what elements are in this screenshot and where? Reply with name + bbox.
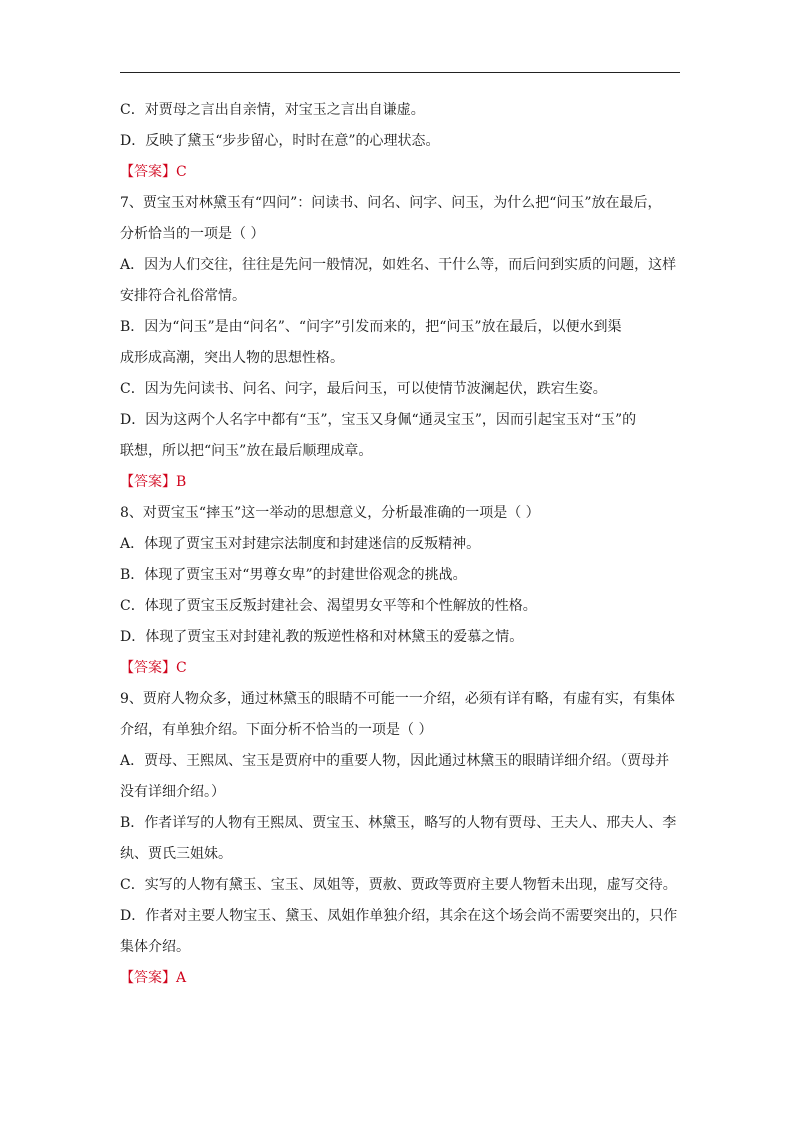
answer-label: 【答案】 (120, 660, 176, 676)
answer-line (120, 963, 690, 994)
option-line: A．体现了贾宝玉对封建宗法制度和封建迷信的反叛精神。 (120, 536, 481, 552)
answer-line (120, 653, 690, 684)
option-line: 没有详细介绍。） (120, 784, 225, 800)
option-line: 成形成高潮，突出人物的思想性格。 (120, 350, 344, 366)
option-line: B．因为“问玉”是由“问名”、“问字”引发而来的，把“问玉”放在最后，以便水到渠 (120, 319, 622, 335)
question-line: 7、贾宝玉对林黛玉有“四问”：问读书、问名、问字、问玉，为什么把“问玉”放在最后， (120, 195, 662, 211)
header-rule (120, 72, 680, 73)
document-body (120, 95, 690, 994)
option-line: C．对贾母之言出自亲情，对宝玉之言出自谦虚。 (120, 102, 425, 118)
option-line: 安排符合礼俗常情。 (120, 288, 246, 304)
option-line: 集体介绍。 (120, 939, 190, 955)
answer-value: B (176, 474, 187, 490)
answer-line (120, 157, 690, 188)
answer-value: C (176, 660, 187, 676)
option-line: D．体现了贾宝玉对封建礼教的叛逆性格和对林黛玉的爱慕之情。 (120, 629, 524, 645)
answer-label: 【答案】 (120, 970, 176, 986)
option-line: C．体现了贾宝玉反叛封建社会、渴望男女平等和个性解放的性格。 (120, 598, 537, 614)
option-line: A．因为人们交往，往往是先问一般情况，如姓名、干什么等，而后问到实质的问题，这样 (120, 257, 677, 273)
option-line: A．贾母、王熙凤、宝玉是贾府中的重要人物，因此通过林黛玉的眼睛详细介绍。（贾母并 (120, 753, 670, 769)
option-line: 联想，所以把“问玉”放在最后顺理成章。 (120, 443, 373, 459)
question-line: 介绍，有单独介绍。下面分析不恰当的一项是（ ） (120, 722, 433, 738)
answer-value: A (176, 970, 187, 986)
option-line: D．反映了黛玉“步步留心，时时在意”的心理状态。 (120, 133, 440, 149)
option-line: 纨、贾氏三姐妹。 (120, 846, 232, 862)
answer-label: 【答案】 (120, 164, 176, 180)
answer-line (120, 467, 690, 498)
option-line: C．因为先问读书、问名、问字，最后问玉，可以使情节波澜起伏，跌宕生姿。 (120, 381, 607, 397)
question-line: 分析恰当的一项是（ ） (120, 226, 265, 242)
option-line: C．实写的人物有黛玉、宝玉、凤姐等，贾赦、贾政等贾府主要人物暂未出现，虚写交待。 (120, 877, 677, 893)
option-line: D．因为这两个人名字中都有“玉”，宝玉又身佩“通灵宝玉”，因而引起宝玉对“玉”的 (120, 412, 637, 428)
option-line: B．体现了贾宝玉对“男尊女卑”的封建世俗观念的挑战。 (120, 567, 467, 583)
option-line: B．作者详写的人物有王熙凤、贾宝玉、林黛玉，略写的人物有贾母、王夫人、邢夫人、李 (120, 815, 677, 831)
option-line: D．作者对主要人物宝玉、黛玉、凤姐作单独介绍，其余在这个场会尚不需要突出的，只作 (120, 908, 678, 924)
answer-label: 【答案】 (120, 474, 176, 490)
answer-value: C (176, 164, 187, 180)
question-line: 8、对贾宝玉“摔玉”这一举动的思想意义，分析最准确的一项是（ ） (120, 505, 540, 521)
question-line: 9、贾府人物众多，通过林黛玉的眼睛不可能一一介绍，必须有详有略，有虚有实，有集体 (120, 691, 675, 707)
